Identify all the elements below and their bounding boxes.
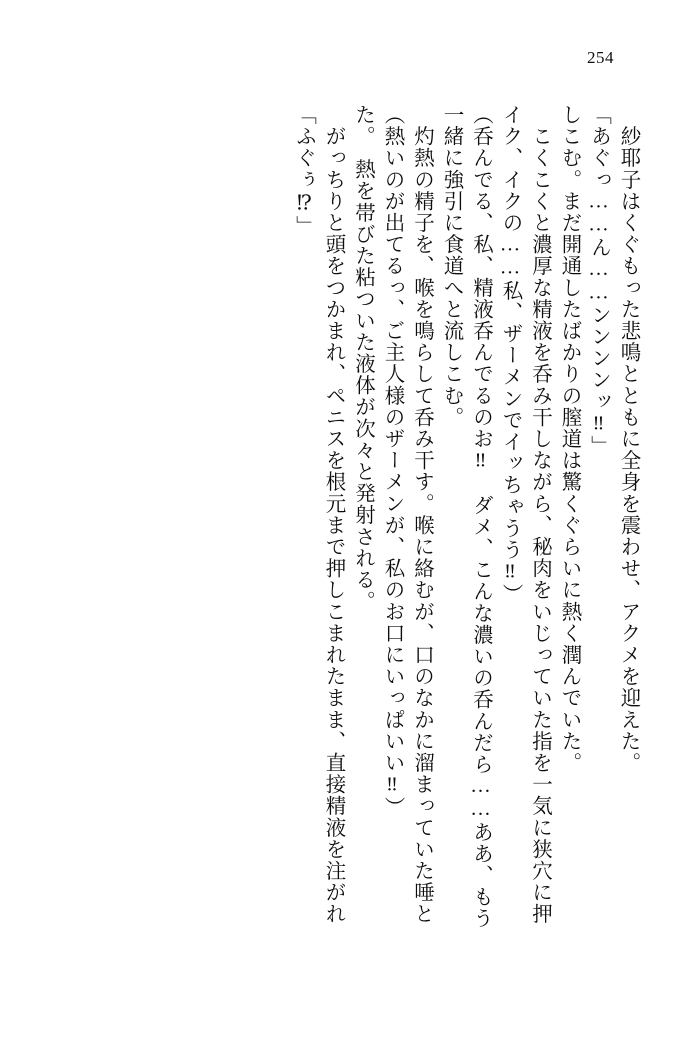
text-line: （呑んでる、私、精液呑んでるのお‼ ダメ、こんな濃いの呑んだら……ああ、もう (469, 104, 492, 930)
text-line: イク、イクの……私、ザーメンでイッちゃうう‼） (499, 104, 521, 606)
text-line: 「あぐっ……ん……ンンンンッ‼」 (587, 104, 610, 458)
text-line: がっちりと頭をつかまれ、ペニスを根元まで押しこまれたまま、直接精液を注がれ (322, 104, 344, 925)
text-line: 「ふぐぅ⁉」 (292, 104, 315, 238)
text-line: しこむ。まだ開通したばかりの膣道は驚くぐらいに熱く潤んでいた。 (558, 104, 580, 774)
text-line: 紗耶子はくぐもった悲鳴とともに全身を震わせ、アクメを迎えた。 (617, 104, 639, 774)
text-line: （熱いのが出てるっ、ご主人様のザーメンが、私のお口にいっぱいい‼） (381, 104, 403, 819)
text-line: こくこくと濃厚な精液を呑み干しながら、秘肉をいじっていた指を一気に狭穴に押 (528, 104, 551, 925)
text-line: 灼熱の精子を、喉を鳴らして呑み干す。喉に絡むが、口のなかに溜まっていた唾と (410, 104, 433, 925)
page-number: 254 (587, 48, 614, 67)
text-line: た。 熱を帯びた粘ついた液体が次々と発射される。 (351, 104, 374, 613)
text-line: 一緒に強引に食道へと流しこむ。 (440, 104, 462, 428)
vertical-text-body (284, 104, 639, 930)
